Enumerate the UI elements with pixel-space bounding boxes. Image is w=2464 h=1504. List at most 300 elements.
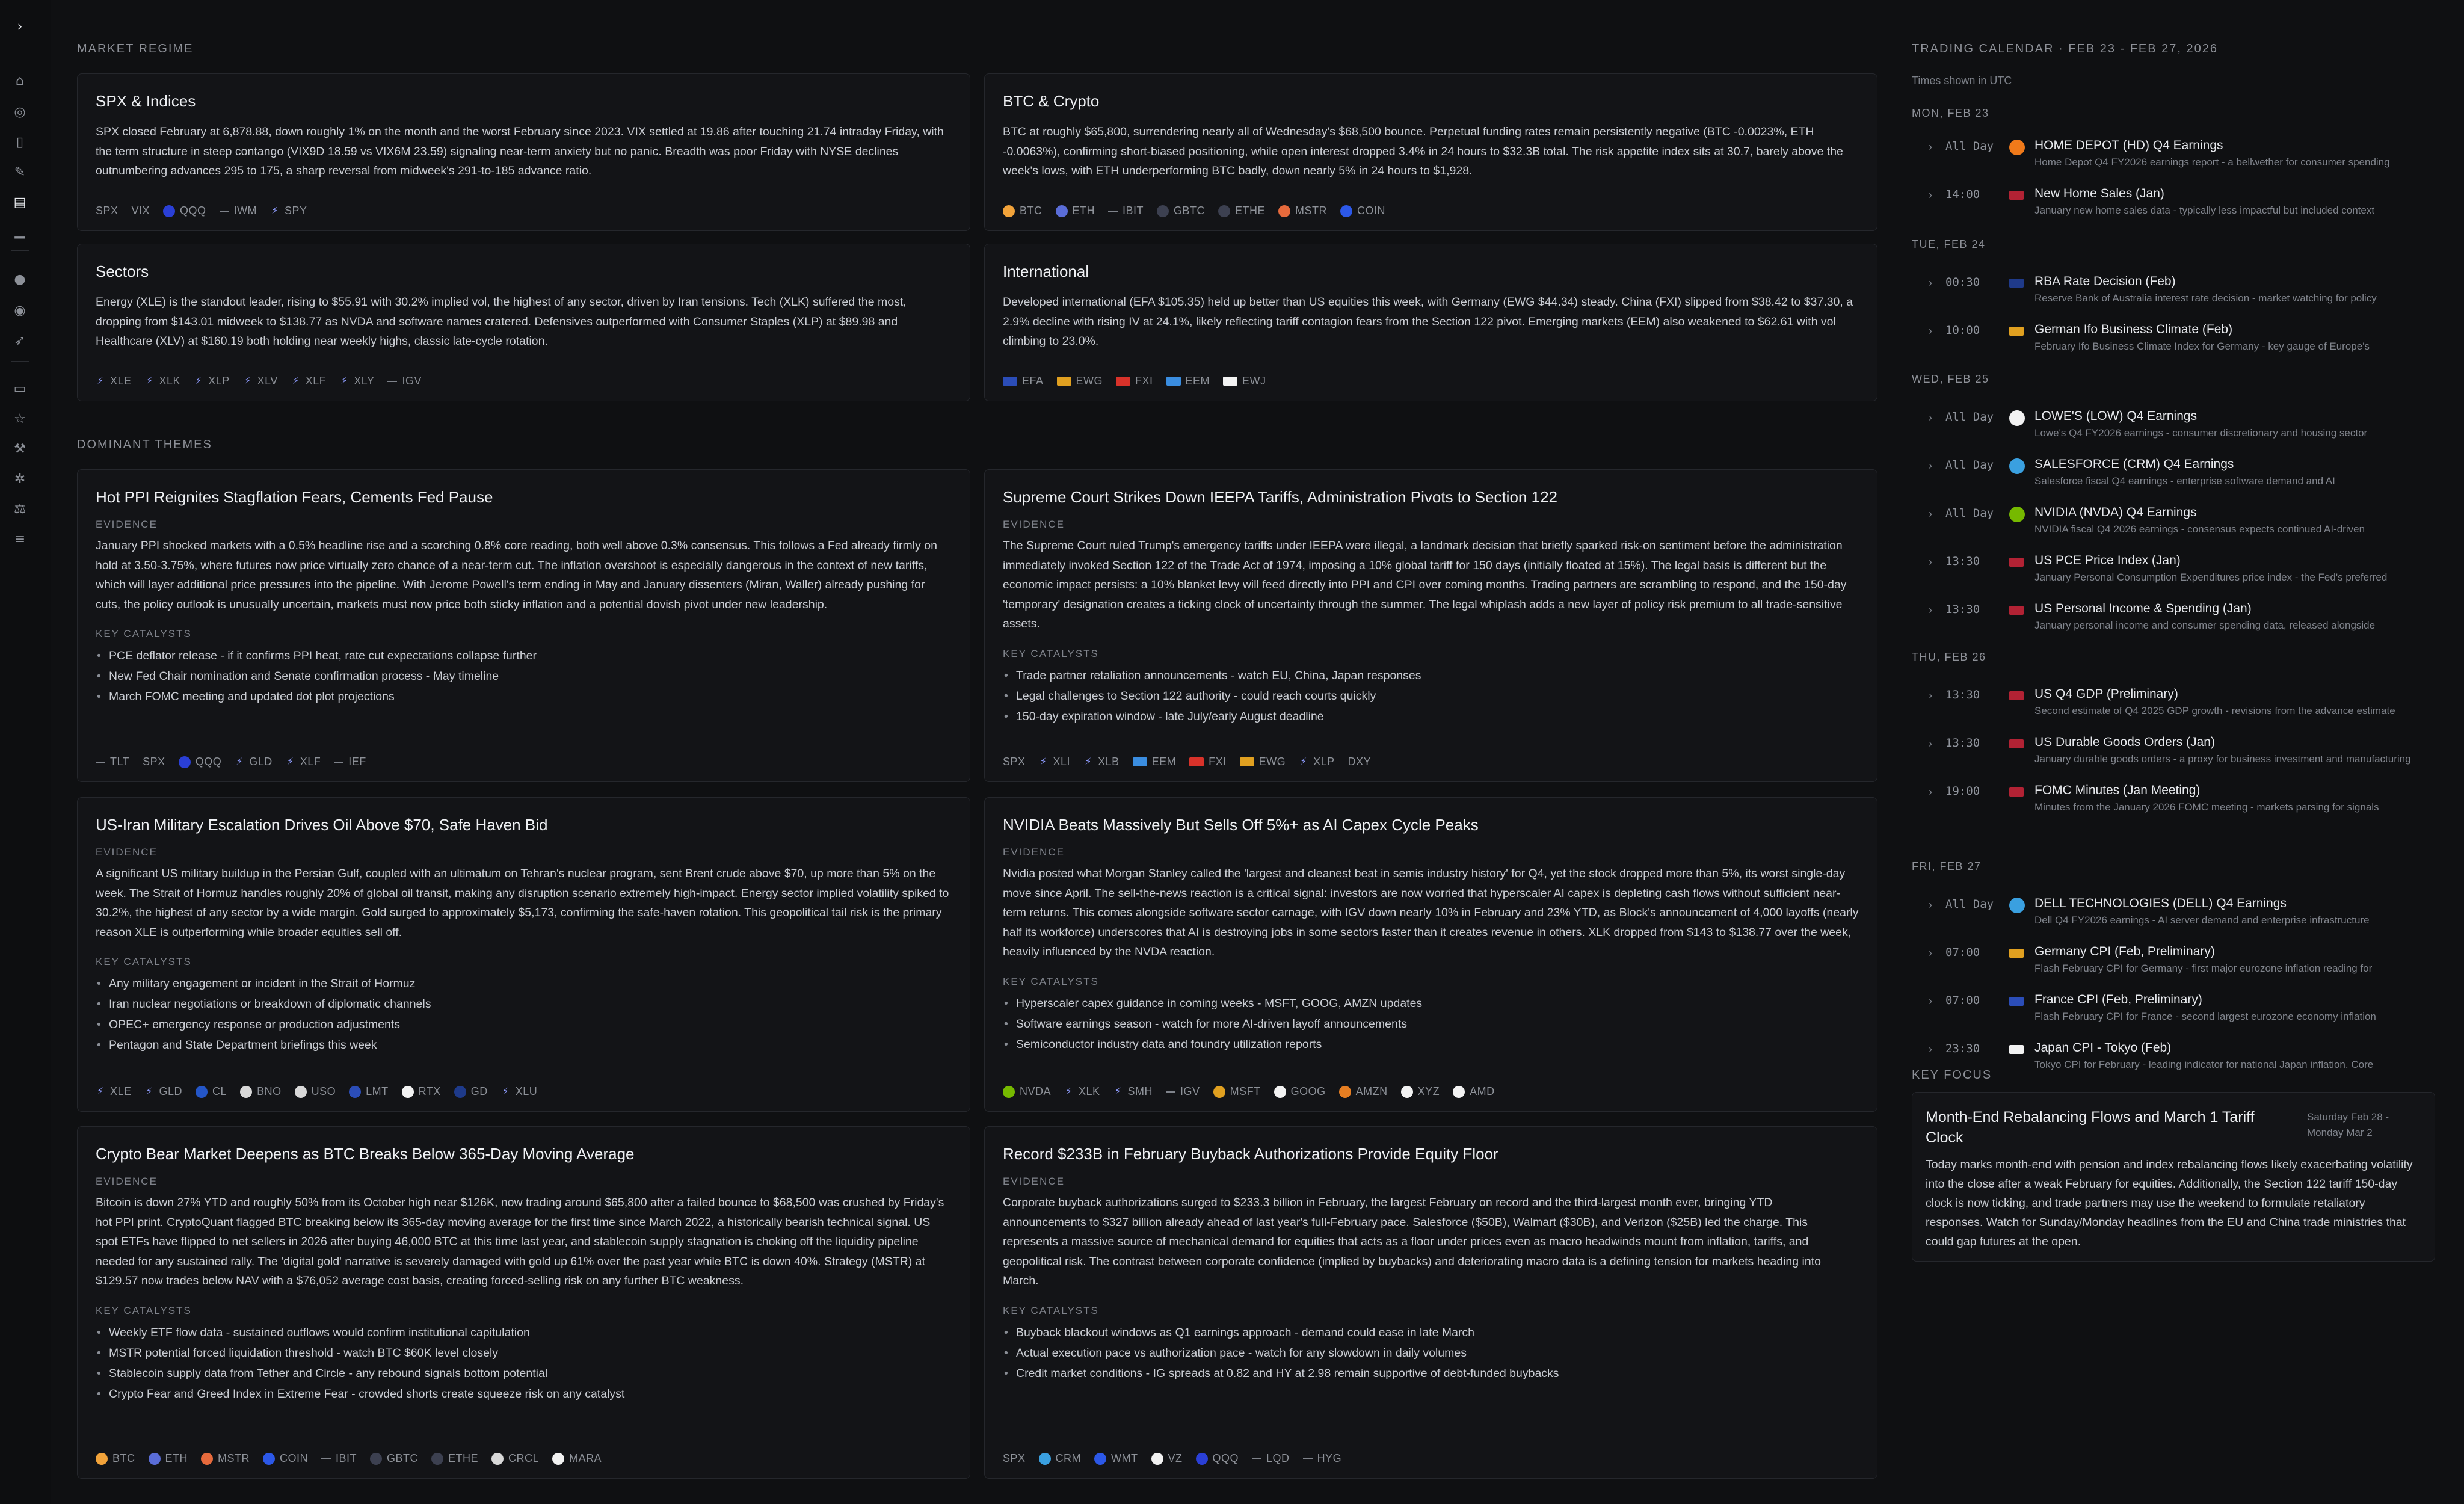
catalyst-item: • Trade partner retaliation announcements - watch EU, China, Japan responses — [1003, 665, 1859, 686]
ticker-chip[interactable] — [1166, 375, 1210, 387]
chevron-right-icon[interactable]: › — [1929, 325, 1932, 337]
ticker-label: XLK — [159, 375, 181, 387]
event-time: 19:00 — [1945, 784, 1980, 798]
ticker-logo-icon — [149, 1453, 161, 1465]
ticker-chip[interactable] — [96, 375, 132, 387]
theme-card[interactable] — [984, 469, 1877, 782]
calendar-event[interactable] — [1912, 596, 2435, 638]
flag-icon — [2009, 949, 2024, 958]
calendar-event[interactable] — [1912, 268, 2435, 310]
ticker-label: QQQ — [195, 756, 222, 768]
day-label: MON, FEB 23 — [1912, 107, 1989, 119]
theme-title: NVIDIA Beats Massively But Sells Off 5%+ as AI Capex Cycle Peaks — [1003, 816, 1479, 834]
ticker-chip[interactable] — [132, 205, 150, 217]
evidence-label: EVIDENCE — [1003, 519, 1065, 530]
ticker-chip[interactable] — [1240, 756, 1286, 768]
ticker-label: BTC — [1020, 205, 1043, 217]
theme-card[interactable] — [77, 1126, 970, 1479]
ticker-chip[interactable] — [1401, 1085, 1440, 1098]
event-description: January Personal Consumption Expenditures price index - the Fed's preferred — [2034, 572, 2388, 583]
ticker-logo-icon — [334, 762, 343, 763]
catalyst-item: • March FOMC meeting and updated dot plot projections — [96, 686, 952, 707]
ticker-logo-icon — [220, 211, 229, 212]
ticker-chip[interactable] — [96, 756, 129, 768]
calendar-event[interactable] — [1912, 547, 2435, 590]
ticker-label: COIN — [280, 1452, 308, 1464]
catalyst-item: • Semiconductor industry data and foundry utilization reports — [1003, 1034, 1859, 1055]
ticker-logo-icon — [491, 1453, 504, 1465]
theme-title: Supreme Court Strikes Down IEEPA Tariffs, Administration Pivots to Section 122 — [1003, 488, 1557, 506]
calendar-sidebar — [1912, 0, 2435, 1504]
ticker-chip[interactable] — [1213, 1085, 1261, 1098]
ticker-chip[interactable] — [1113, 1085, 1153, 1098]
key-catalysts-label: KEY CATALYSTS — [96, 956, 192, 967]
ticker-chip[interactable] — [1157, 205, 1205, 217]
key-focus-date: Saturday Feb 28 - Monday Mar 2 — [2307, 1111, 2389, 1138]
ticker-chip[interactable] — [1252, 1452, 1290, 1465]
ticker-chip[interactable] — [1339, 1085, 1388, 1098]
catalyst-item: • Iran nuclear negotiations or breakdown of diplomatic channels — [96, 994, 952, 1014]
ticker-label: USO — [311, 1085, 336, 1097]
event-time: 00:30 — [1945, 276, 1980, 289]
ticker-label: VIX — [131, 205, 150, 217]
chevron-right-icon[interactable]: › — [17, 19, 23, 34]
card-title: SPX & Indices — [96, 92, 196, 110]
flag-icon — [1116, 377, 1130, 386]
ticker-label: SPX — [1003, 756, 1026, 768]
ticker-label: GBTC — [387, 1452, 419, 1464]
event-title: US Durable Goods Orders (Jan) — [2034, 735, 2215, 749]
event-time: All Day — [1945, 140, 1994, 153]
ticker-label: EWG — [1258, 756, 1286, 768]
ticker-label: IEF — [348, 756, 366, 768]
rocket-icon[interactable]: ➶ — [14, 333, 26, 348]
ticker-chip[interactable] — [339, 375, 374, 387]
ticker-label: ETH — [165, 1452, 188, 1464]
event-time: 13:30 — [1945, 603, 1980, 616]
flag-icon — [1223, 377, 1237, 386]
ticker-chip[interactable] — [243, 375, 278, 387]
ticker-label: XLE — [110, 1085, 132, 1097]
ticker-label: QQQ — [1212, 1452, 1239, 1464]
flag-icon — [2009, 787, 2024, 797]
event-description: Second estimate of Q4 2025 GDP growth - revisions from the advance estimate — [2034, 705, 2395, 717]
event-time: 07:00 — [1945, 946, 1980, 959]
chevron-right-icon[interactable]: › — [1929, 689, 1932, 701]
ticker-chip[interactable] — [1003, 1452, 1026, 1465]
chevron-right-icon[interactable]: › — [1929, 189, 1932, 201]
ticker-chip[interactable] — [1303, 1452, 1342, 1465]
theme-card[interactable] — [77, 797, 970, 1112]
evidence-text: Corporate buyback authorizations surged to $233.3 billion in February, the largest February on record and the third-largest month ever, bringing YTD announcements to $327 billion already ahead of last year's full-February pace. Salesforce ($50B), Walmart ($30B), and Verizon ($25B) led the charge. This represents a massive source of mechanical demand for equities that acts as a floor under prices even as macro headwinds mount from inflation, tariffs, and geopolitical risk. The contrast between corporate confidence (implied by buybacks) and deteriorating macro data is a defining tension for markets heading into March. — [1003, 1196, 1821, 1287]
ticker-chip[interactable] — [235, 756, 273, 768]
catalyst-list — [1003, 665, 1859, 727]
calendar-event[interactable] — [1912, 316, 2435, 359]
catalyst-list — [96, 646, 952, 707]
ticker-logo-icon: ⚡ — [286, 756, 294, 767]
ticker-chip[interactable] — [501, 1085, 538, 1098]
ticker-label: GLD — [249, 756, 273, 768]
ticker-chip[interactable] — [370, 1452, 418, 1465]
ticker-chip[interactable] — [96, 1452, 135, 1465]
event-time: 07:00 — [1945, 994, 1980, 1007]
flag-icon — [1166, 377, 1181, 386]
event-time: 13:30 — [1945, 688, 1980, 701]
regime-card-sectors[interactable] — [77, 244, 970, 401]
ticker-logo-icon — [1303, 1458, 1313, 1459]
ticker-row — [1003, 1452, 1341, 1465]
ticker-label: MSTR — [1295, 205, 1328, 217]
rail-divider — [11, 361, 29, 362]
apple-icon[interactable]: ● — [14, 272, 26, 287]
ticker-chip[interactable] — [1278, 205, 1327, 217]
ticker-chip[interactable] — [179, 756, 222, 768]
event-description: Flash February CPI for Germany - first major eurozone inflation reading for — [2034, 963, 2373, 974]
ticker-chip[interactable] — [431, 1452, 478, 1465]
theme-title: Hot PPI Reignites Stagflation Fears, Cements Fed Pause — [96, 488, 493, 506]
ticker-chip[interactable] — [1299, 756, 1335, 768]
calendar-event[interactable] — [1912, 403, 2435, 445]
chart-icon[interactable]: ▁ — [14, 224, 25, 239]
ticker-chip[interactable] — [334, 756, 366, 768]
ticker-logo-icon: ⚡ — [146, 375, 153, 386]
catalyst-item: • Stablecoin supply data from Tether and Circle - any rebound signals bottom potential — [96, 1363, 952, 1384]
card-title: Sectors — [96, 262, 149, 280]
ticker-chip[interactable] — [1108, 205, 1144, 217]
calendar-event[interactable] — [1912, 132, 2435, 174]
key-catalysts-label: KEY CATALYSTS — [1003, 975, 1099, 987]
ticker-chip[interactable] — [1039, 756, 1071, 768]
ticker-row — [96, 1085, 537, 1098]
ticker-row — [96, 205, 307, 217]
ticker-chip[interactable] — [196, 1085, 227, 1098]
ticker-logo-icon — [240, 1086, 252, 1098]
chevron-right-icon[interactable]: › — [1929, 508, 1932, 520]
flag-icon — [1133, 757, 1147, 766]
calendar-event[interactable] — [1912, 451, 2435, 493]
document-icon[interactable]: ≡ — [14, 532, 26, 547]
ticker-logo-icon — [552, 1453, 564, 1465]
ticker-logo-icon: ⚡ — [146, 1086, 153, 1097]
ticker-chip[interactable] — [491, 1452, 539, 1465]
ticker-label: ETH — [1072, 205, 1095, 217]
ticker-logo-icon — [1094, 1453, 1106, 1465]
ticker-chip[interactable] — [552, 1452, 602, 1465]
regime-card-spx[interactable] — [77, 73, 970, 231]
ticker-label: XLB — [1098, 756, 1120, 768]
ticker-chip[interactable] — [1348, 756, 1372, 768]
scale-icon[interactable]: ⚖ — [14, 502, 26, 517]
ticker-logo-icon — [1252, 1458, 1261, 1459]
ticker-logo-icon — [1056, 205, 1068, 217]
globe-icon[interactable]: ◎ — [14, 105, 26, 120]
star-icon[interactable]: ☆ — [14, 411, 26, 427]
theme-card[interactable] — [77, 469, 970, 782]
event-description: Home Depot Q4 FY2026 earnings report - a bellwether for consumer spending — [2034, 156, 2390, 168]
ticker-label: XLP — [1313, 756, 1335, 768]
ticker-logo-icon: ⚡ — [236, 756, 244, 767]
ticker-label: MSFT — [1230, 1085, 1261, 1097]
ticker-chip[interactable] — [1003, 1085, 1051, 1098]
ticker-chip[interactable] — [1196, 1452, 1239, 1465]
ticker-label: XLI — [1053, 756, 1071, 768]
ticker-chip[interactable] — [1003, 375, 1044, 387]
ticker-chip[interactable] — [145, 1085, 183, 1098]
ticker-chip[interactable] — [1056, 205, 1095, 217]
event-description: Lowe's Q4 FY2026 earnings - consumer discretionary and housing sector — [2034, 427, 2368, 439]
event-description: Reserve Bank of Australia interest rate decision - market watching for policy — [2034, 292, 2377, 304]
event-title: US Q4 GDP (Preliminary) — [2034, 687, 2178, 701]
chevron-right-icon[interactable]: › — [1929, 899, 1932, 911]
event-title: DELL TECHNOLOGIES (DELL) Q4 Earnings — [2034, 896, 2287, 910]
key-focus-body: Today marks month-end with pension and index rebalancing flows likely exacerbating volatility into the close after a weak February for equities. Additionally, the Section 122 tariff 150-day clock is now ticking, and trade partners may use the weekend to formulate retaliatory responses. Watch for Sunday/Monday headlines from the EU and China trade ministries that could gap futures at the open. — [1926, 1158, 2413, 1248]
ticker-chip[interactable] — [145, 375, 181, 387]
ticker-chip[interactable] — [295, 1085, 336, 1098]
ticker-label: IGV — [1180, 1085, 1200, 1097]
book-icon[interactable]: ▯ — [16, 135, 24, 150]
ticker-chip[interactable] — [143, 756, 165, 768]
chevron-right-icon[interactable]: › — [1929, 556, 1932, 568]
evidence-text: Bitcoin is down 27% YTD and roughly 50% from its October high near $126K, now trading around $65,800 after a failed bounce to $68,500 was crushed by Friday's hot PPI print. CryptoQuant flagged BTC breaking below its 365-day moving average for the first time since March 2022, a historically bearish technical signal. US spot ETFs have flipped to net sellers in 2026 after buying 46,000 BTC at this time last year, and stablecoin supply stagnation is choking off the liquidity pipeline needed for any sustained rally. The 'digital gold' narrative is severely damaged with gold up 61% over the past year while BTC is down 40%. Strategy (MSTR) at $129.57 now trades below NAV with a $76,052 average cost basis, creating forced-selling risk on any further BTC weakness. — [96, 1196, 944, 1287]
chevron-right-icon[interactable]: › — [1929, 995, 1932, 1007]
ticker-label: GLD — [159, 1085, 183, 1097]
calendar-event[interactable] — [1912, 499, 2435, 541]
regime-card-international[interactable] — [984, 244, 1877, 401]
regime-card-btc[interactable] — [984, 73, 1877, 231]
theme-card[interactable] — [984, 1126, 1877, 1479]
ticker-chip[interactable] — [1218, 205, 1265, 217]
ticker-logo-icon: ⚡ — [1065, 1086, 1073, 1097]
flag-icon — [1189, 757, 1204, 766]
chevron-right-icon[interactable]: › — [1929, 1043, 1932, 1055]
event-title: German Ifo Business Climate (Feb) — [2034, 322, 2233, 336]
key-focus-heading: KEY FOCUS — [1912, 1068, 1992, 1082]
ticker-chip[interactable] — [1064, 1085, 1100, 1098]
ticker-chip[interactable] — [1340, 205, 1385, 217]
ticker-chip[interactable] — [1116, 375, 1153, 387]
ticker-logo-icon — [1401, 1086, 1413, 1098]
folder-icon[interactable]: ▭ — [13, 381, 26, 396]
ticker-logo-icon — [349, 1086, 361, 1098]
flag-icon — [2009, 997, 2024, 1006]
ticker-logo-icon — [1340, 205, 1352, 217]
flag-icon — [1240, 757, 1254, 766]
ticker-chip[interactable] — [163, 205, 206, 217]
ticker-label: LMT — [366, 1085, 389, 1097]
evidence-label: EVIDENCE — [96, 846, 158, 858]
ticker-chip[interactable] — [220, 205, 257, 217]
ticker-chip[interactable] — [454, 1085, 488, 1098]
calendar-event[interactable] — [1912, 987, 2435, 1029]
wrench-icon[interactable]: ⚒ — [14, 442, 26, 457]
ticker-chip[interactable] — [1083, 756, 1120, 768]
ticker-chip[interactable] — [321, 1452, 357, 1465]
chevron-right-icon[interactable]: › — [1929, 277, 1932, 289]
ticker-label: DXY — [1348, 756, 1372, 768]
ticker-logo-icon: ⚡ — [244, 375, 251, 386]
event-title: France CPI (Feb, Preliminary) — [2034, 993, 2202, 1006]
calendar-event[interactable] — [1912, 777, 2435, 819]
ticker-chip[interactable] — [1151, 1452, 1183, 1465]
ticker-chip[interactable] — [1057, 375, 1103, 387]
flag-icon — [1057, 377, 1071, 386]
calendar-event[interactable] — [1912, 938, 2435, 981]
ticker-label: EWG — [1076, 375, 1103, 387]
settings-icon[interactable]: ✲ — [14, 472, 26, 487]
catalyst-item: • Any military engagement or incident in the Strait of Hormuz — [96, 973, 952, 994]
ticker-chip[interactable] — [1133, 756, 1177, 768]
event-title: US Personal Income & Spending (Jan) — [2034, 602, 2252, 615]
ticker-logo-icon — [1151, 1453, 1163, 1465]
ticker-label: MSTR — [218, 1452, 250, 1464]
main-content — [77, 0, 1877, 1504]
event-description: January personal income and consumer spending data, released alongside — [2034, 620, 2376, 631]
ticker-label: ETHE — [1235, 205, 1266, 217]
ticker-logo-icon: ⚡ — [271, 205, 279, 216]
card-title: BTC & Crypto — [1003, 92, 1100, 110]
ticker-logo-icon — [321, 1458, 331, 1459]
ticker-chip[interactable] — [286, 756, 321, 768]
event-description: Minutes from the January 2026 FOMC meeting - markets parsing for signals — [2034, 801, 2379, 813]
ticker-label: AMD — [1470, 1085, 1495, 1097]
ticker-logo-icon — [370, 1453, 382, 1465]
event-description: January durable goods orders - a proxy for business investment and manufacturing — [2034, 753, 2411, 765]
ticker-chip[interactable] — [149, 1452, 188, 1465]
ticker-label: EEM — [1151, 756, 1177, 768]
ticker-chip[interactable] — [201, 1452, 250, 1465]
event-time: 14:00 — [1945, 188, 1980, 201]
ticker-label: EEM — [1185, 375, 1210, 387]
flag-icon — [2009, 558, 2024, 567]
catalyst-list — [1003, 993, 1859, 1055]
event-title: NVIDIA (NVDA) Q4 Earnings — [2034, 505, 2197, 519]
chevron-right-icon[interactable]: › — [1929, 604, 1932, 616]
newspaper-icon[interactable]: ▤ — [13, 195, 26, 210]
evidence-text: The Supreme Court ruled Trump's emergency tariffs under IEEPA were illegal, a landmark decision that briefly sparked risk-on sentiment before the administration immediately invoked Section 122 of the Trade Act of 1974, imposing a 10% global tariff for 150 days (initially floated at 15%). The legal basis is different but the economic impact persists: a 10% blanket levy will feed directly into PPI and CPI over coming months. Trading partners are scrambling to respond, and the 150-day 'temporary' designation creates a ticking clock of uncertainty through the summer. The legal whiplash adds a new layer of policy risk premium to all trade-sensitive assets. — [1003, 539, 1847, 630]
chevron-right-icon[interactable]: › — [1929, 738, 1932, 750]
ticker-label: XLE — [110, 375, 132, 387]
ticker-row — [96, 756, 366, 768]
calendar-event[interactable] — [1912, 180, 2435, 223]
ticker-label: XLF — [305, 375, 327, 387]
ticker-label: FXI — [1209, 756, 1227, 768]
rail-divider — [11, 250, 29, 251]
flag-icon — [2009, 191, 2024, 200]
ticker-logo-icon — [1453, 1086, 1465, 1098]
ticker-chip[interactable] — [291, 375, 327, 387]
bitcoin-icon[interactable]: ◉ — [14, 303, 26, 318]
flag-icon — [2009, 739, 2024, 748]
catalyst-item: • MSTR potential forced liquidation threshold - watch BTC $60K level closely — [96, 1343, 952, 1363]
ticker-label: IBIT — [1123, 205, 1144, 217]
pencil-icon[interactable]: ✎ — [14, 165, 26, 180]
flag-icon — [2009, 691, 2024, 700]
ticker-logo-icon — [431, 1453, 443, 1465]
ticker-chip[interactable] — [1189, 756, 1227, 768]
ticker-chip[interactable] — [1003, 205, 1043, 217]
ticker-label: XLY — [354, 375, 375, 387]
ticker-chip[interactable] — [1094, 1452, 1138, 1465]
event-title: New Home Sales (Jan) — [2034, 186, 2164, 200]
ticker-chip[interactable] — [270, 205, 307, 217]
ticker-chip[interactable] — [1003, 756, 1026, 768]
event-time: 13:30 — [1945, 736, 1980, 750]
catalyst-list — [96, 973, 952, 1055]
ticker-chip[interactable] — [194, 375, 230, 387]
theme-card[interactable] — [984, 797, 1877, 1112]
evidence-label: EVIDENCE — [96, 1176, 158, 1187]
ticker-chip[interactable] — [96, 1085, 132, 1098]
event-title: SALESFORCE (CRM) Q4 Earnings — [2034, 457, 2234, 471]
ticker-chip[interactable] — [1274, 1085, 1326, 1098]
ticker-chip[interactable] — [263, 1452, 308, 1465]
ticker-logo-icon: ⚡ — [1114, 1086, 1122, 1097]
catalyst-item: • Software earnings season - watch for more AI-driven layoff announcements — [1003, 1014, 1859, 1034]
calendar-event[interactable] — [1912, 890, 2435, 932]
ticker-chip[interactable] — [387, 375, 422, 387]
ticker-label: NVDA — [1020, 1085, 1052, 1097]
ticker-label: COIN — [1357, 205, 1386, 217]
ticker-logo-icon — [196, 1086, 208, 1098]
calendar-event[interactable] — [1912, 681, 2435, 723]
chevron-right-icon[interactable]: › — [1929, 460, 1932, 472]
home-icon[interactable]: ⌂ — [16, 73, 24, 88]
ticker-label: IWM — [233, 205, 257, 217]
key-catalysts-label: KEY CATALYSTS — [1003, 1304, 1099, 1316]
company-logo-icon — [2009, 898, 2025, 913]
card-body: BTC at roughly $65,800, surrendering nearly all of Wednesday's $68,500 bounce. Perpetual funding rates remain persistently negative (BTC -0.0023%, ETH -0.0063%), confirming short-biased positioning, while open interest dropped 3.4% in 24 hours to $32.3B total. The risk appetite index sits at 30.7, barely above the week's lows, with ETH underperforming BTC badly, down nearly 5% in 24 hours to $1,928. — [1003, 125, 1843, 177]
ticker-chip[interactable] — [1223, 375, 1266, 387]
dominant-themes-heading: DOMINANT THEMES — [77, 438, 212, 451]
ticker-logo-icon: ⚡ — [97, 375, 104, 386]
calendar-event[interactable] — [1912, 729, 2435, 771]
company-logo-icon — [2009, 410, 2025, 426]
key-focus-card[interactable] — [1912, 1092, 2435, 1262]
ticker-label: GOOG — [1290, 1085, 1326, 1097]
ticker-chip[interactable] — [1166, 1085, 1200, 1098]
ticker-logo-icon — [96, 1453, 108, 1465]
ticker-chip[interactable] — [349, 1085, 389, 1098]
ticker-logo-icon — [1196, 1453, 1208, 1465]
ticker-logo-icon: ⚡ — [292, 375, 300, 386]
ticker-logo-icon — [1278, 205, 1290, 217]
ticker-label: XYZ — [1417, 1085, 1440, 1097]
ticker-logo-icon — [263, 1453, 275, 1465]
chevron-right-icon[interactable]: › — [1929, 411, 1932, 424]
ticker-label: XLP — [208, 375, 230, 387]
ticker-logo-icon: ⚡ — [340, 375, 348, 386]
flag-icon — [1003, 377, 1017, 386]
catalyst-item: • New Fed Chair nomination and Senate confirmation process - May timeline — [96, 666, 952, 686]
chevron-right-icon[interactable]: › — [1929, 786, 1932, 798]
ticker-logo-icon: ⚡ — [502, 1086, 510, 1097]
ticker-label: TLT — [110, 756, 130, 768]
ticker-chip[interactable] — [402, 1085, 441, 1098]
ticker-chip[interactable] — [240, 1085, 282, 1098]
catalyst-item: • Buyback blackout windows as Q1 earnings approach - demand could ease in late March — [1003, 1322, 1859, 1343]
ticker-chip[interactable] — [96, 205, 119, 217]
ticker-label: EFA — [1022, 375, 1044, 387]
ticker-chip[interactable] — [1039, 1452, 1082, 1465]
ticker-chip[interactable] — [1453, 1085, 1495, 1098]
ticker-logo-icon: ⚡ — [1085, 756, 1092, 767]
chevron-right-icon[interactable]: › — [1929, 141, 1932, 153]
event-time: All Day — [1945, 410, 1994, 424]
ticker-label: XLV — [257, 375, 278, 387]
key-catalysts-label: KEY CATALYSTS — [96, 1304, 192, 1316]
chevron-right-icon[interactable]: › — [1929, 947, 1932, 959]
event-description: January new home sales data - typically less impactful but included context — [2034, 205, 2375, 216]
